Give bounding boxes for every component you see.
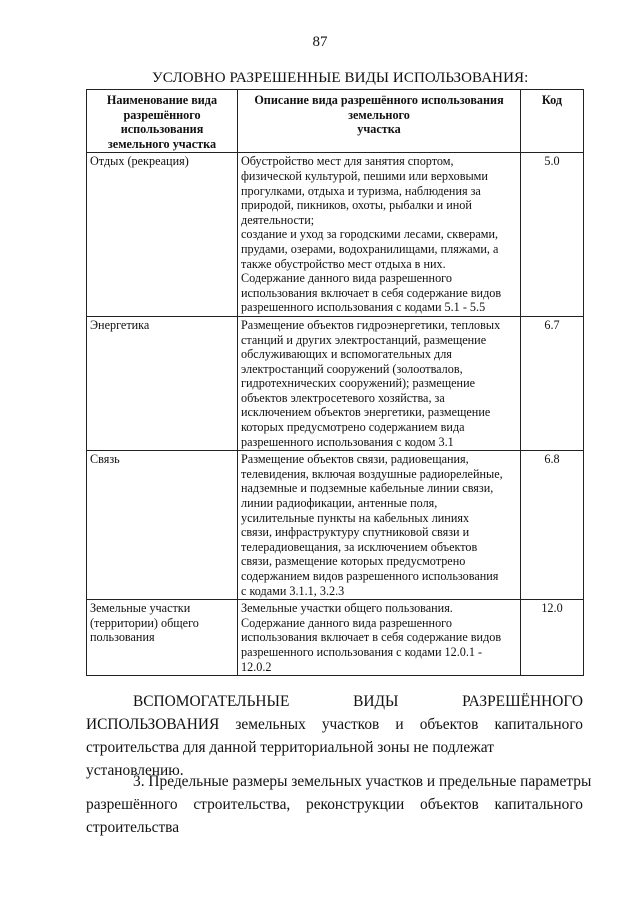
limits-paragraph bbox=[86, 770, 592, 839]
description-line: разрешенного использования с кодами 12.0.1 - bbox=[241, 644, 483, 659]
description-line: Содержание данного вида разрешенного bbox=[241, 615, 452, 630]
auxiliary-line-1 bbox=[86, 690, 583, 713]
description-line: разрешенного использования с кодом 3.1 bbox=[241, 434, 454, 449]
paragraph-word: ВСПОМОГАТЕЛЬНЫЕ bbox=[133, 693, 290, 710]
auxiliary-line-2 bbox=[86, 713, 583, 736]
paragraph-word: ВИДЫ bbox=[353, 693, 399, 710]
description-line: обслуживающих и вспомогательных для bbox=[241, 347, 452, 362]
table-row bbox=[87, 316, 584, 450]
use-code-cell: 12.0 bbox=[521, 600, 584, 676]
paragraph-word: участков bbox=[321, 716, 380, 733]
description-line: деятельности; bbox=[241, 212, 315, 227]
description-line: исключением объектов энергетики, размещение bbox=[241, 405, 491, 420]
header-name bbox=[87, 90, 238, 153]
paragraph-word: ИСПОЛЬЗОВАНИЯ bbox=[86, 716, 220, 733]
description-line: Размещение объектов связи, радиовещания, bbox=[241, 452, 469, 467]
header-code bbox=[521, 90, 584, 153]
description-line: гидротехнических сооружений); размещение bbox=[241, 376, 476, 391]
description-line: станций и других электростанций, размещение bbox=[241, 332, 487, 347]
use-name-cell: Земельные участки (территории) общего пользования bbox=[87, 600, 238, 676]
auxiliary-uses-paragraph bbox=[86, 690, 583, 782]
use-description-cell bbox=[238, 451, 521, 600]
description-line: природой, пикников, охоты, рыбалки и иной bbox=[241, 198, 472, 213]
page-number: 87 bbox=[312, 34, 328, 50]
description-line: содержанием видов разрешенного использования bbox=[241, 569, 499, 583]
description-line: также обустройство мест отдыха в них. bbox=[241, 256, 446, 271]
description-line: телевидения, включая воздушные радиорелейные, bbox=[241, 466, 503, 481]
description-line: использования включает в себя содержание видов bbox=[241, 630, 502, 645]
header-code-line: Код bbox=[541, 93, 563, 107]
use-name-cell: Связь bbox=[87, 451, 238, 600]
description-line: объектов электросетевого хозяйства, за bbox=[241, 390, 445, 405]
description-line: связи, размещение которых предусмотрено bbox=[241, 554, 466, 569]
header-name-line: Наименование вида bbox=[106, 93, 218, 107]
header-name-line: разрешённого bbox=[123, 107, 201, 122]
description-line: линии радиофикации, антенные поля, bbox=[241, 496, 438, 511]
table-row bbox=[87, 451, 584, 600]
description-line: связи, инфраструктуру спутниковой связи и bbox=[241, 525, 470, 540]
header-description bbox=[238, 90, 521, 153]
description-line: с кодами 3.1.1, 3.2.3 bbox=[241, 583, 345, 598]
description-line: Земельные участки общего пользования. bbox=[241, 601, 453, 616]
description-line: прудами, озерами, водохранилищами, пляжами, а bbox=[241, 241, 499, 256]
header-description-line: земельного bbox=[348, 107, 410, 122]
description-line: которых предусмотрено содержанием вида bbox=[241, 420, 465, 435]
paragraph-word: строительства, bbox=[193, 796, 291, 813]
description-line: физической культурой, пешими или верховыми bbox=[241, 168, 488, 183]
header-description-line: участка bbox=[357, 122, 401, 137]
limits-line-1: 3. Предельные размеры земельных участков и предельные параметры bbox=[133, 773, 592, 790]
paragraph-word: капитального bbox=[494, 716, 583, 733]
description-line: создание и уход за городскими лесами, скверами, bbox=[241, 227, 499, 242]
use-name-cell: Отдых (рекреация) bbox=[87, 153, 238, 317]
description-line: 12.0.2 bbox=[241, 659, 272, 674]
paragraph-word: реконструкции bbox=[306, 796, 405, 813]
paragraph-word: объектов bbox=[419, 716, 479, 733]
paragraph-word: земельных bbox=[235, 716, 306, 733]
description-line: электростанций сооружений (золоотвалов, bbox=[241, 361, 463, 376]
header-name-line: использования bbox=[120, 122, 204, 137]
paragraph-word: разрешённого bbox=[86, 796, 178, 813]
section-title: УСЛОВНО РАЗРЕШЕННЫЕ ВИДЫ ИСПОЛЬЗОВАНИЯ: bbox=[152, 70, 529, 86]
description-line: Содержание данного вида разрешенного bbox=[241, 271, 452, 286]
description-line: надземные и подземные кабельные линии связи, bbox=[241, 481, 494, 496]
paragraph-word: РАЗРЕШЁННОГО bbox=[462, 693, 583, 710]
paragraph-word: объектов bbox=[420, 796, 479, 813]
header-description-line: Описание вида разрешённого использования bbox=[254, 93, 504, 107]
use-name-cell: Энергетика bbox=[87, 316, 238, 450]
description-line: усилительные пункты на кабельных линиях bbox=[241, 510, 470, 525]
table-row bbox=[87, 153, 584, 317]
description-line: прогулками, отдыха и туризма, наблюдения за bbox=[241, 183, 481, 198]
limits-line-3: строительства bbox=[86, 819, 180, 836]
header-name-line: земельного участка bbox=[107, 136, 217, 151]
description-line: Размещение объектов гидроэнергетики, тепловых bbox=[241, 317, 501, 332]
description-line: телерадиовещания, за исключением объектов bbox=[241, 539, 478, 554]
limits-line-2 bbox=[86, 793, 583, 816]
use-code-cell: 6.7 bbox=[521, 316, 584, 450]
table-row bbox=[87, 600, 584, 676]
paragraph-word: капитального bbox=[494, 796, 583, 813]
use-description-cell bbox=[238, 600, 521, 676]
use-description-cell bbox=[238, 153, 521, 317]
description-line: разрешенного использования с кодами 5.1 - 5.5 bbox=[241, 300, 486, 315]
use-code-cell: 6.8 bbox=[521, 451, 584, 600]
use-code-cell: 5.0 bbox=[521, 153, 584, 317]
table-header-row bbox=[87, 90, 584, 153]
auxiliary-line-3: строительства для данной территориальной зоны не подлежат установлению. bbox=[86, 739, 494, 779]
use-description-cell bbox=[238, 316, 521, 450]
description-line: Обустройство мест для занятия спортом, bbox=[241, 154, 454, 169]
permitted-uses-table bbox=[86, 89, 584, 676]
paragraph-word: и bbox=[395, 716, 404, 733]
description-line: использования включает в себя содержание видов bbox=[241, 285, 502, 300]
